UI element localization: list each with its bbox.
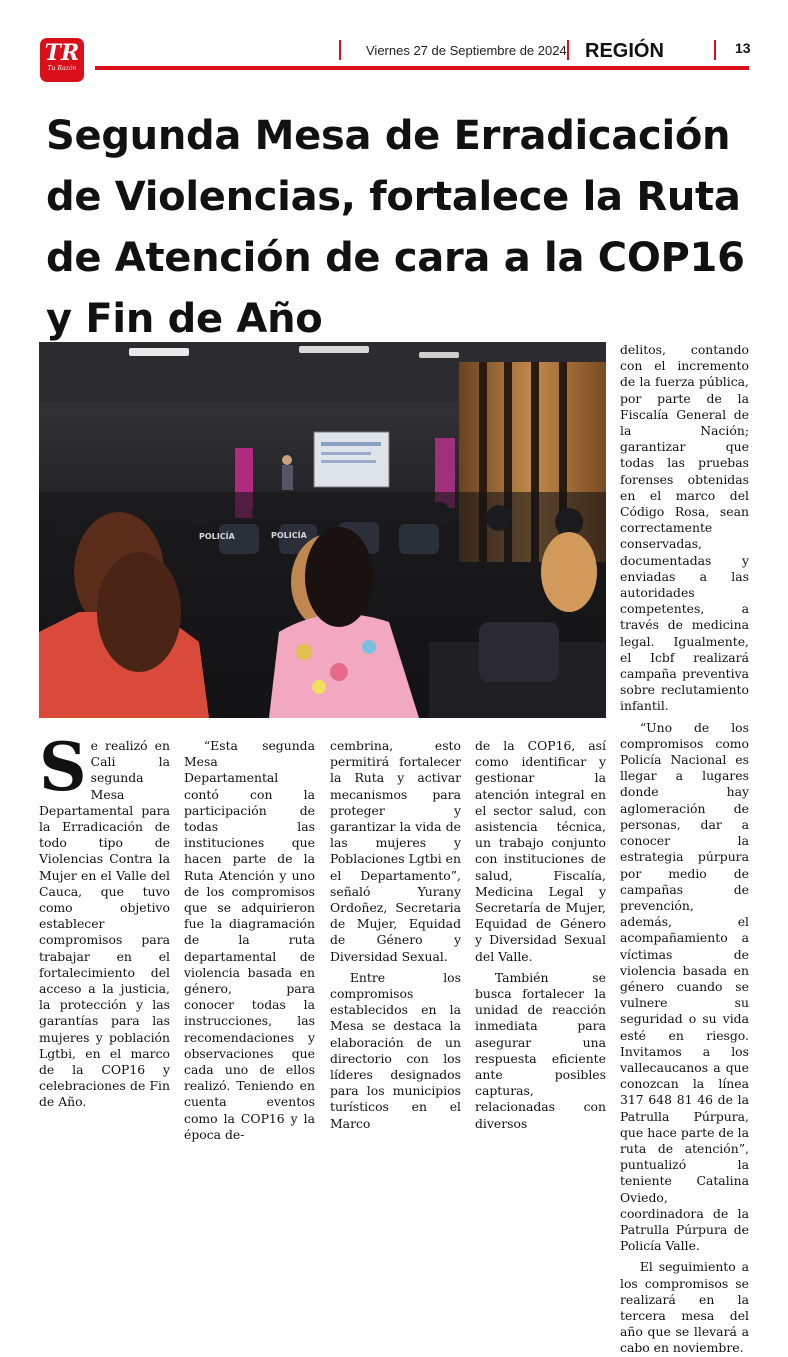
photo-vest-label: POLICÍA bbox=[271, 531, 307, 540]
column-2-paragraph: “Esta segunda Mesa Departamental contó con la participación de todas las instituciones que hacen parte de la Ruta Atención y uno de los compromisos que se adquirieron fue la diagramación de la ruta departamental de violencia basada en género, para conocer todas la instrucciones, las recomendaciones y observaciones que cada uno de ellos realizó. Teniendo en cuenta eventos como la COP16 y la época de- bbox=[184, 738, 315, 1142]
issue-date: Viernes 27 de Septiembre de 2024 bbox=[366, 43, 567, 58]
column-3-paragraph: cembrina, esto permitirá fortalecer la Ruta y activar mecanismos para proteger y garantizar la vida de las mujeres y Poblaciones Lgtbi en el Departamento”, señaló Yurany Ordoñez, Secretaria de Mujer, Equidad de Género y Diversidad Sexual. bbox=[330, 738, 461, 964]
drop-cap: S bbox=[39, 728, 87, 806]
section-name: REGIÓN bbox=[585, 40, 664, 62]
article-column-4 bbox=[475, 738, 606, 1132]
page-header bbox=[0, 0, 788, 80]
header-divider bbox=[339, 40, 341, 60]
column-5-paragraph: El seguimiento a los compromisos se realizará en la tercera mesa del año que se llevará a cabo en noviembre. bbox=[620, 1259, 749, 1356]
article-column-2 bbox=[184, 738, 315, 1143]
newspaper-logo bbox=[40, 38, 84, 82]
logo-subtitle: Tu Razón bbox=[47, 65, 77, 72]
column-4-paragraph: de la COP16, así como identificar y gestionar la atención integral en el sector salud, con asistencia técnica, un trabajo conjunto con instituciones de salud, Fiscalía, Medicina Legal y Secretaría de Mujer, Equidad de Género y Diversidad Sexual del Valle. bbox=[475, 738, 606, 964]
page-number: 13 bbox=[735, 40, 751, 56]
article-column-1 bbox=[39, 728, 170, 1111]
logo-mark: TR bbox=[44, 40, 80, 66]
article-column-5 bbox=[620, 342, 749, 1357]
column-1-text: e realizó en Cali la segunda Mesa Departamental para la Erradicación de todo tipo de Violencias Contra la Mujer en el Valle del Cauca, que tuvo como objetivo establecer compromisos para trabajar en el fortalecimiento del acceso a la justicia, la protección y las garantías para las mujeres y población Lgtbi, en el marco de la COP16 y celebraciones de Fin de Año. bbox=[39, 738, 170, 1110]
column-5-paragraph: “Uno de los compromisos como Policía Nacional es llegar a lugares donde hay aglomeración de personas, dar a conocer la estrategia púrpura por medio de campañas de prevención, además, el acompañamiento a víctimas de violencia basada en género cuando se vulnere su seguridad o su vida esté en riesgo. Invitamos a los vallecaucanos a que conozcan la línea 317 648 81 46 de la Patrulla Púrpura, que hace parte de la ruta de atención”, puntualizó la teniente Catalina Oviedo, coordinadora de la Patrulla Púrpura de Policía Valle. bbox=[620, 719, 749, 1254]
article-photo bbox=[39, 342, 606, 718]
article-column-3 bbox=[330, 738, 461, 1132]
photo-vest-label: POLICÍA bbox=[199, 532, 235, 541]
column-4-paragraph: También se busca fortalecer la unidad de reacción inmediata para asegurar una respuesta eficiente ante posibles capturas, relacionadas con diversos bbox=[475, 969, 606, 1131]
header-rule bbox=[95, 66, 749, 70]
header-divider bbox=[567, 40, 569, 60]
article-headline: Segunda Mesa de Erradicación de Violencias, fortalece la Ruta de Atención de cara a la COP16 y Fin de Año bbox=[46, 113, 745, 342]
header-divider bbox=[714, 40, 716, 60]
column-3-paragraph: Entre los compromisos establecidos en la Mesa se destaca la elaboración de un directorio con los líderes designados para los municipios turísticos en el Marco bbox=[330, 969, 461, 1131]
column-5-paragraph: delitos, contando con el incremento de la fuerza pública, por parte de la Fiscalía General de la Nación; garantizar que todas las pruebas forenses obtenidas en el marco del Código Rosa, sean correctamente conservadas, documentadas y enviadas a las autoridades competentes, a través de medicina legal. Igualmente, el Icbf realizará campaña preventiva sobre reclutamiento infantil. bbox=[620, 342, 749, 714]
